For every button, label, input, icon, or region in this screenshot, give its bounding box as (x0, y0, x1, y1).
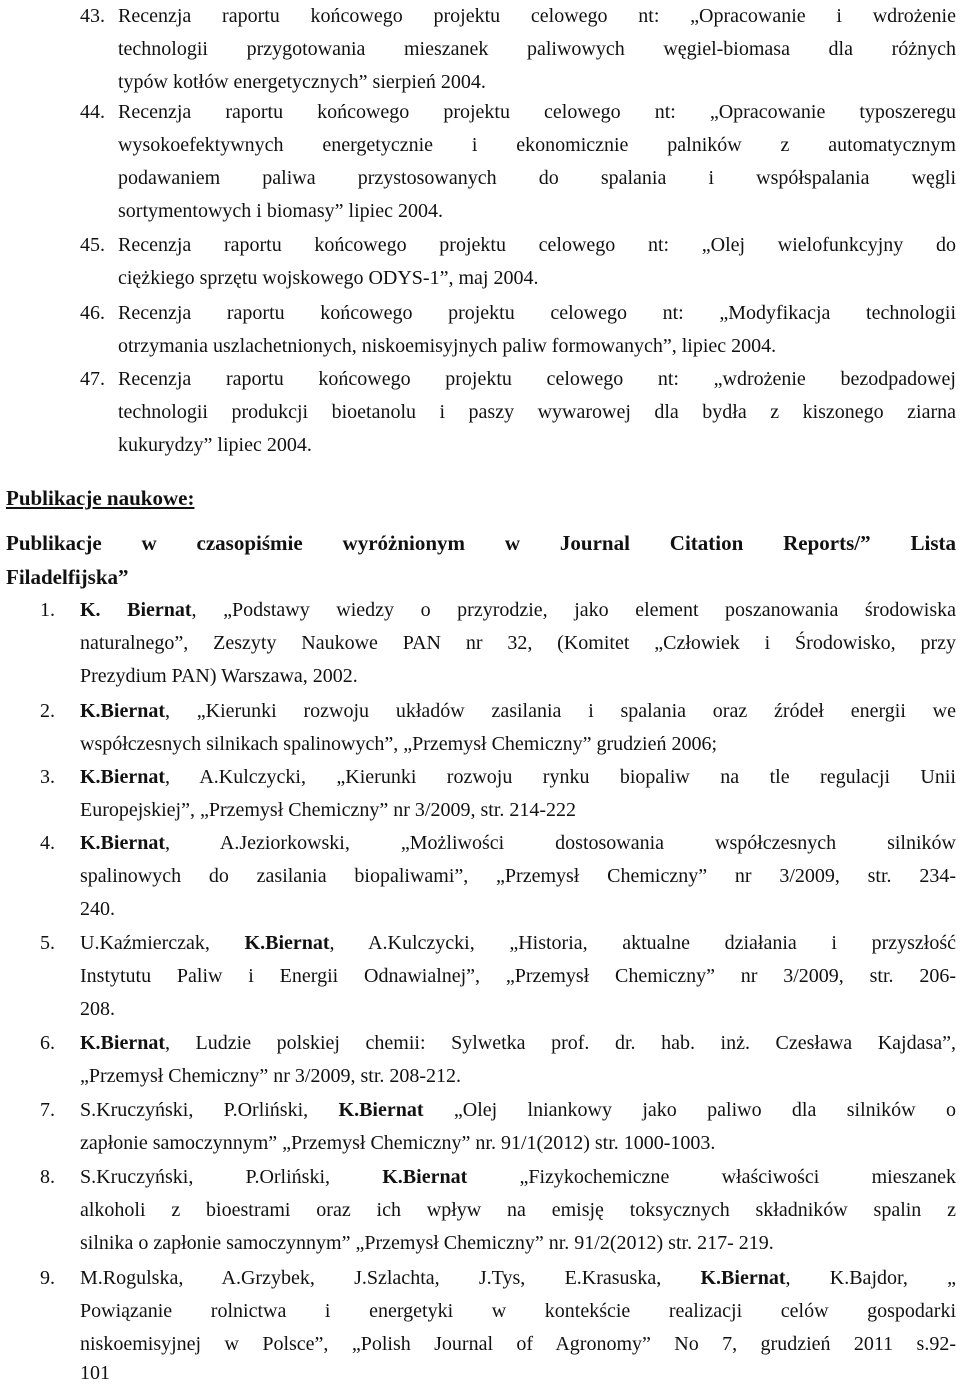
list-item-line: Prezydium PAN) Warszawa, 2002. (80, 665, 358, 687)
list-number: 3. (40, 766, 55, 788)
list-number: 5. (40, 932, 55, 954)
list-number: 6. (40, 1032, 55, 1054)
list-item-line: typów kotłów energetycznych” sierpień 2004. (118, 71, 486, 93)
list-item-line: silnika o zapłonie samoczynnym” „Przemysł Chemiczny” nr. 91/2(2012) str. 217- 219. (80, 1232, 774, 1254)
list-item-line: Instytutu Paliw i Energii Odnawialnej”, „Przemysł Chemiczny” nr 3/2009, str. 206- (80, 965, 956, 987)
list-item-line: otrzymania uszlachetnionych, niskoemisyjnych paliw formowanych”, lipiec 2004. (118, 335, 777, 357)
list-number: 8. (40, 1166, 55, 1188)
list-item-line: alkoholi z bioestrami oraz ich wpływ na emisję toksycznych składników spalin z (80, 1199, 956, 1221)
list-item-line: spalinowych do zasilania biopaliwami”, „Przemysł Chemiczny” nr 3/2009, str. 234- (80, 865, 956, 887)
list-number: 44. (80, 101, 105, 123)
list-number: 43. (80, 5, 105, 27)
list-number: 46. (80, 302, 105, 324)
list-item-line: technologii produkcji bioetanolu i paszy wywarowej dla bydła z kiszonego ziarna (118, 401, 956, 423)
list-item-line: naturalnego”, Zeszyty Naukowe PAN nr 32, (Komitet „Człowiek i Środowisko, przy (80, 632, 956, 654)
list-item-line: 208. (80, 998, 115, 1020)
list-number: 2. (40, 700, 55, 722)
list-item-line: sortymentowych i biomasy” lipiec 2004. (118, 200, 443, 222)
list-item-line: U.Kaźmierczak, K.Biernat, A.Kulczycki, „Historia, aktualne działania i przyszłość (80, 932, 956, 954)
journal-heading: Publikacje w czasopiśmie wyróżnionym w Journal Citation Reports/” Lista (6, 531, 956, 555)
list-item-line: wysokoefektywnych energetycznie i ekonomicznie palników z automatycznym (118, 134, 956, 156)
list-item-line: podawaniem paliwa przystosowanych do spalania i współspalania węgli (118, 167, 956, 189)
list-item-line: współczesnych silnikach spalinowych”, „Przemysł Chemiczny” grudzień 2006; (80, 733, 718, 755)
list-item-line: technologii przygotowania mieszanek paliwowych węgiel-biomasa dla różnych (118, 38, 956, 60)
list-item-line: K. Biernat, „Podstawy wiedzy o przyrodzie, jako element poszanowania środowiska (80, 599, 956, 621)
list-item-line: Recenzja raportu końcowego projektu celowego nt: „wdrożenie bezodpadowej (118, 368, 956, 390)
list-item-line: niskoemisyjnej w Polsce”, „Polish Journal of Agronomy” No 7, grudzień 2011 s.92- (80, 1333, 956, 1355)
list-item-line: Recenzja raportu końcowego projektu celowego nt: „Opracowanie typoszeregu (118, 101, 956, 123)
journal-heading-continued: Filadelfijska” (6, 565, 129, 589)
list-item-line: M.Rogulska, A.Grzybek, J.Szlachta, J.Tys, E.Krasuska, K.Biernat, K.Bajdor, „ (80, 1267, 956, 1289)
list-item-line: K.Biernat, A.Jeziorkowski, „Możliwości dostosowania współczesnych silników (80, 832, 956, 854)
list-item-line: Recenzja raportu końcowego projektu celowego nt: „Olej wielofunkcyjny do (118, 234, 956, 256)
list-item-line: K.Biernat, Ludzie polskiej chemii: Sylwetka prof. dr. hab. inż. Czesława Kajdasa”, (80, 1032, 956, 1054)
list-number: 47. (80, 368, 105, 390)
list-item-line: Recenzja raportu końcowego projektu celowego nt: „Opracowanie i wdrożenie (118, 5, 956, 27)
list-item-line: S.Kruczyński, P.Orliński, K.Biernat „Olej lniankowy jako paliwo dla silników o (80, 1099, 956, 1121)
list-item-line: Powiązanie rolnictwa i energetyki w kontekście realizacji celów gospodarki (80, 1300, 956, 1322)
list-item-line: „Przemysł Chemiczny” nr 3/2009, str. 208-212. (80, 1065, 462, 1087)
list-item-line: S.Kruczyński, P.Orliński, K.Biernat „Fizykochemiczne właściwości mieszanek (80, 1166, 956, 1188)
list-item-line: ciężkiego sprzętu wojskowego ODYS-1”, maj 2004. (118, 267, 539, 289)
list-item-line: 101 (80, 1362, 110, 1384)
list-item-line: K.Biernat, „Kierunki rozwoju układów zasilania i spalania oraz źródeł energii we (80, 700, 956, 722)
list-number: 4. (40, 832, 55, 854)
list-number: 9. (40, 1267, 55, 1289)
list-number: 7. (40, 1099, 55, 1121)
list-number: 45. (80, 234, 105, 256)
list-item-line: Europejskiej”, „Przemysł Chemiczny” nr 3/2009, str. 214-222 (80, 799, 577, 821)
list-item-line: Recenzja raportu końcowego projektu celowego nt: „Modyfikacja technologii (118, 302, 956, 324)
list-item-line: kukurydzy” lipiec 2004. (118, 434, 312, 456)
list-item-line: 240. (80, 898, 115, 920)
publications-heading: Publikacje naukowe: (6, 486, 195, 510)
list-item-line: zapłonie samoczynnym” „Przemysł Chemiczny” nr. 91/1(2012) str. 1000-1003. (80, 1132, 716, 1154)
list-number: 1. (40, 599, 55, 621)
list-item-line: K.Biernat, A.Kulczycki, „Kierunki rozwoju rynku biopaliw na tle regulacji Unii (80, 766, 956, 788)
